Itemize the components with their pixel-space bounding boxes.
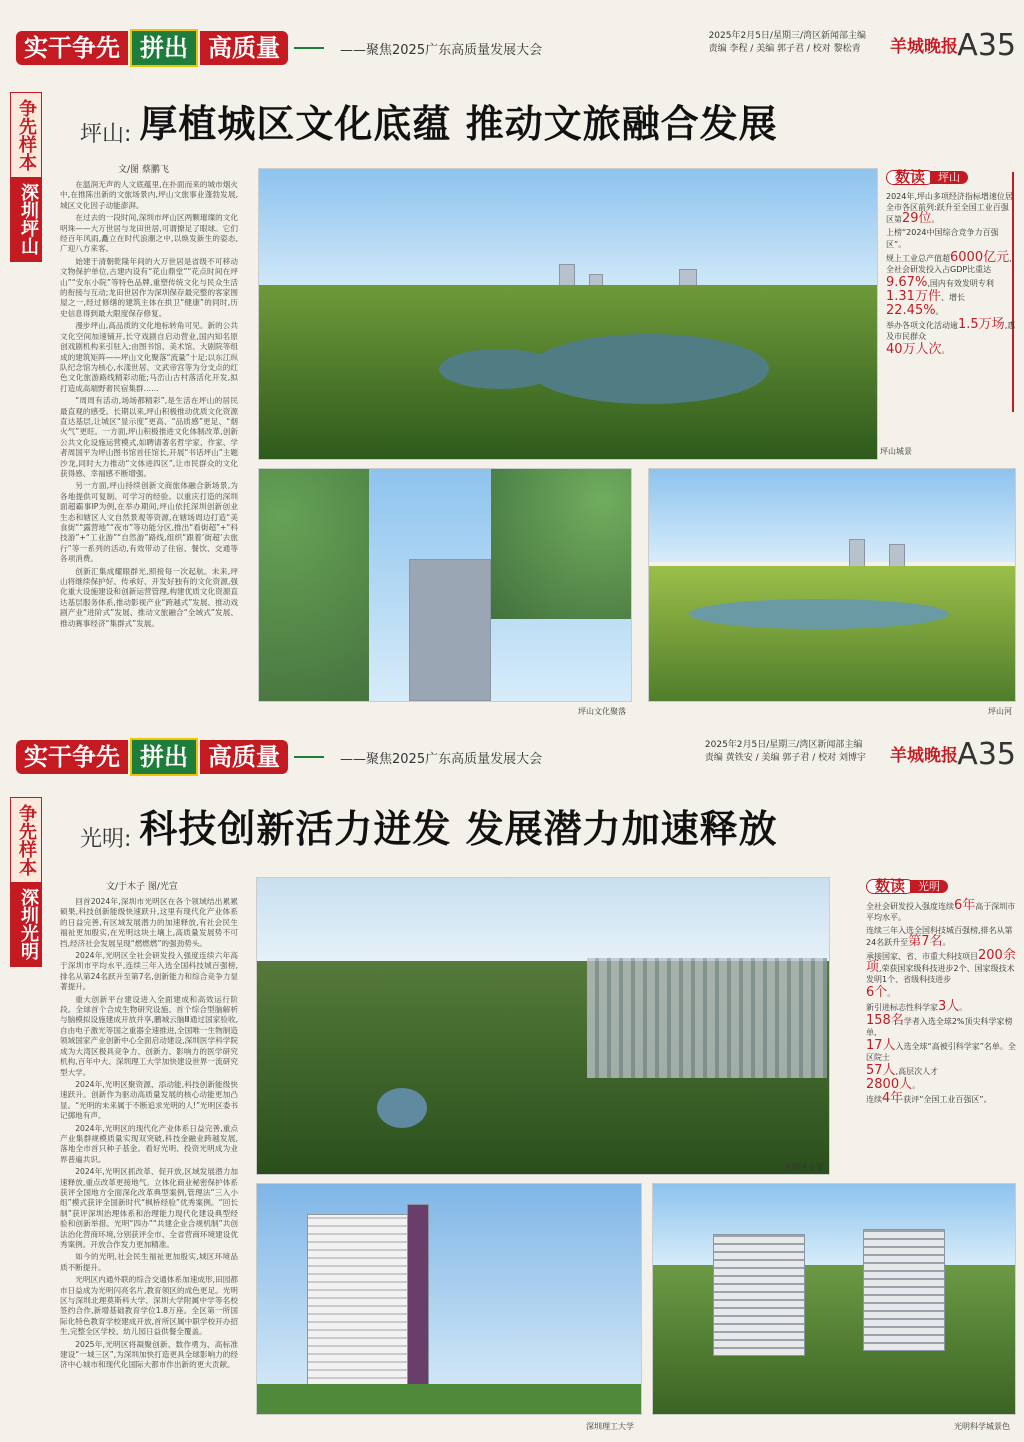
- stat-post: ,全社会研发投入占GDP比重达: [886, 254, 1012, 274]
- page-number: A35: [957, 28, 1016, 63]
- photo-building: [713, 1234, 805, 1356]
- edition-staff: 责编 李程 / 美编 郭子君 / 校对 黎松青: [708, 44, 861, 54]
- byline: 文/图 蔡鹏飞: [118, 165, 169, 175]
- edition-meta: [709, 30, 866, 56]
- stat-big: 158名: [866, 1013, 904, 1028]
- photo-lake: [439, 349, 559, 389]
- stat-item: [866, 1015, 1016, 1038]
- stat-post: 。: [931, 215, 940, 224]
- stat-big: 6年: [954, 898, 976, 913]
- photo-river: [689, 599, 949, 629]
- stat-item: [886, 252, 1016, 275]
- stat-post: 获评“全国工业百强区”。: [903, 1095, 992, 1104]
- photo-greenery: [653, 1265, 1015, 1415]
- stat-big: 2800人: [866, 1077, 913, 1092]
- stat-big: 6个: [866, 985, 888, 1000]
- photo-pingshan-river: [648, 468, 1016, 702]
- stat-item: [886, 344, 1016, 356]
- paragraph: 另一方面,坪山持续创新文商旅体融合新场景,为各地提供可复制、可学习的经验。以重庆打造的深圳面超霸事IP为例,在举办期间,坪山依托深圳创新创业生态和辖区人文自然景观等资源,在辖场周边打造“美食街”“露营地”“夜市”等功能分区,推出“看街超”+“科技游”+“工业游”“自然游”路线,组织“跟着‘街超’去旅行”等一系列的活动,有效带动了住宿、餐饮、交通等各项消费。: [60, 481, 238, 564]
- paragraph: 光明区内通外联的综合交通体系加速成形,田园都市日益成为光明闪亮名片,教育领区的成色更足。光明区与深圳北理莫斯科大学、深圳大学附属中学等名校签约合作,新增基础教育学位1.8万座。全区第一所国际化特色教育学校建成开放,首所区属中职学校开办招生,完整全区学校、幼儿园日益供餐全覆盖。: [60, 1275, 238, 1337]
- series-label-2: 拼出: [130, 738, 198, 776]
- photo-building: [863, 1229, 945, 1351]
- photo-grassland: [649, 566, 1015, 702]
- edition-date: 2025年2月5日/星期三/湾区新闻部主编: [704, 740, 863, 750]
- paragraph: 2024年,光明区抓改革、促开放,区域发展潜力加速释放,重点改革更接地气。立体化商业秘密保护体系获评全国地方全面深化改革典型案例,管理法“三入小组”模式获评全国新时代“枫桥经验”优秀案例。“回长制”获评深圳治理体系和治理能力现代化建设典型经验和创新举措。光明“四办”“共建企业合规机制”共创法治化营商环境,分别获评全市、全省营商环境建设优秀案例。开放合作发力更加精准。: [60, 1167, 238, 1249]
- stat-big: 22.45%: [886, 303, 936, 318]
- stat-big: 3人: [938, 999, 960, 1014]
- photo-caption: 光明区全景: [784, 1163, 824, 1172]
- stats-header: [886, 170, 1016, 185]
- stat-item: [886, 191, 1016, 225]
- stat-item: [886, 277, 1016, 289]
- photo-city-district: [587, 958, 827, 1078]
- series-label-1: 实干争先: [16, 740, 128, 774]
- stats-title: 数读: [886, 170, 934, 185]
- paragraph: 创新汇集成耀眼群光,照接每一次起航。未来,坪山将继续保护好、传承好、开发好独有的文化资源,强化重大设施建设和创新运营管理,构建优质文化资源直达基层服务体系,推动影视产业“跨越式”发展、推动戏剧产业“进阶式”发展、推动文旅融合“全域式”发展、推动赛事经济“集群式”发展。: [60, 566, 238, 628]
- photo-lake: [377, 1088, 427, 1128]
- paragraph: 如今的光明,社会民生福祉更加殷实,城区环境品质不断提升。: [60, 1252, 238, 1272]
- divider-line: [294, 47, 324, 49]
- paragraph: 2024年,光明区聚资源、添动能,科技创新能级快速跃升。创新作为驱动高质量发展的核心动能更加凸显。“光明的未来属于不断追求光明的人!”光明区委书记掷地有声。: [60, 1079, 238, 1121]
- photo-caption: 深圳理工大学: [586, 1422, 634, 1431]
- photo-caption: 光明科学城景色: [954, 1422, 1010, 1431]
- divider-line: [294, 756, 324, 758]
- stat-post: ,荣获国家级科技进步2个、国家级技术发明1个、省级科技进步: [866, 964, 1015, 984]
- edition-staff: 责编 黄铁安 / 美编 郭子君 / 校对 刘博宇: [704, 753, 866, 763]
- stats-list: [886, 191, 1016, 356]
- series-label-3: 高质量: [200, 740, 288, 774]
- photo-tree: [491, 469, 631, 619]
- side-label: [10, 92, 42, 262]
- byline: 文/于木子 图/光宣: [106, 882, 178, 892]
- stats-title: 数读: [866, 879, 914, 894]
- stat-post: 。: [942, 938, 951, 947]
- side-label: [10, 797, 42, 967]
- stat-pre: 2024年,坪山多项经济指标增速位居全市各区前列:跃升至全国工业百强区第: [886, 192, 1013, 224]
- stats-place: 光明: [910, 880, 948, 893]
- paragraph: 在过去的一段时间,深圳市坪山区两颗璀璨的文化明珠——大万世居与龙田世居,可谓撩足了眼球。它们经百年风雨,矗立在时代浪潮之中,以焕发新生的姿态,广迎八方来客。: [60, 213, 238, 254]
- side-label-top: 争先样本: [16, 804, 37, 876]
- photo-lawn: [257, 1384, 641, 1414]
- stats-list: [866, 900, 1016, 1105]
- stat-item: [886, 227, 1016, 250]
- photo-building: [409, 559, 491, 701]
- headline-place: 光明:: [80, 827, 132, 852]
- stat-item: [886, 291, 1016, 303]
- photo-guangming-panorama: [256, 877, 830, 1175]
- series-tag: [16, 737, 542, 777]
- stat-pre: 举办各项文化活动逾: [886, 321, 958, 330]
- stat-pre: 新引进标志性科学家: [866, 1003, 938, 1012]
- stat-big: 4年: [882, 1091, 904, 1106]
- stat-post: 。: [887, 989, 896, 998]
- stat-pre: 上榜“2024中国综合竞争力百强区”。: [886, 228, 999, 249]
- stat-big: 200余项: [866, 948, 1016, 975]
- side-label-bottom: 深圳坪山: [11, 177, 41, 261]
- stat-item: [866, 1001, 1016, 1013]
- headline-place: 坪山:: [80, 122, 132, 147]
- paragraph: 2024年,光明区的现代化产业体系日益完善,重点产业集群规模质量实现双突破,科技金融业跨越发展,落地全市首只种子基金。看好光明、投资光明成为业界普遍共识。: [60, 1123, 238, 1164]
- paragraph: 漫步坪山,高品质的文化地标转角可见。新的公共文化空间加速铺开,长守戏剧自启动营业,国内知名原创戏剧机构来引驻入;由图书馆、美术馆、大剧院等组成的建筑矩阵——坪山文化聚落“流量”十足;以东江纵队纪念馆为核心,水漾世居、文武帝宫等为分支点的红色文化旅游路线精彩动能;马峦山古村落活化开发,拟打造成高端野奢民宿集群……: [60, 321, 238, 393]
- stat-post: ,高层次人才: [895, 1067, 939, 1076]
- newspaper-brand: 羊城晚报: [890, 746, 958, 766]
- stat-item: [866, 950, 1016, 985]
- photo-caption: 坪山文化聚落: [578, 707, 626, 716]
- stat-pre: 连续: [866, 1095, 882, 1104]
- stat-pre: 连续三年入选全国科技城百强榜,排名从第24名跃升至: [866, 926, 1013, 947]
- series-tag: [16, 28, 542, 68]
- stat-pre: 规上工业总产值超: [886, 254, 950, 263]
- series-label-3: 高质量: [200, 31, 288, 65]
- headline: [80, 793, 778, 853]
- stat-post: 。: [959, 1003, 968, 1012]
- series-label-2: 拼出: [130, 29, 198, 67]
- photo-sky: [649, 469, 1015, 562]
- stat-big: 40万人次: [886, 342, 942, 357]
- stat-post: ,惠及市民群众: [886, 321, 1016, 341]
- newspaper-page-guangming: [0, 721, 1024, 1442]
- stat-post: 。: [935, 307, 944, 316]
- photo-building: [307, 1214, 409, 1386]
- edition-meta: [705, 739, 866, 765]
- stats-box: [866, 879, 1016, 1107]
- series-subtitle: ——聚焦2025广东高质量发展大会: [340, 42, 543, 58]
- stat-post: 高于深圳市平均水平。: [866, 902, 1016, 922]
- headline-text: 厚植城区文化底蕴 推动文旅融合发展: [139, 102, 778, 146]
- series-subtitle: ——聚焦2025广东高质量发展大会: [340, 751, 543, 767]
- series-label-1: 实干争先: [16, 31, 128, 65]
- stat-big: 第7名: [908, 934, 943, 949]
- stat-post: 、增长: [940, 293, 965, 302]
- stats-header: [866, 879, 1016, 894]
- stat-item: [866, 987, 1016, 999]
- stat-item: [886, 319, 1016, 342]
- paragraph: 回首2024年,深圳市光明区在各个领域结出累累硕果,科技创新能级快速跃升,这里有现代化产业体系的日益完善,有区域发展潜力的加速释放,有社会民生福祉更加殷实,在光明这块土壤上,高质量发展势不可挡,经济社会发展呈现“燃燃燃”的强劲势头。: [60, 897, 238, 948]
- photo-building: [407, 1204, 429, 1386]
- stats-place: 坪山: [930, 171, 968, 184]
- stat-item: [866, 1065, 1016, 1077]
- headline-text: 科技创新活力迸发 发展潜力加速释放: [139, 807, 778, 851]
- article-body: [60, 897, 238, 1433]
- side-label-bottom: 深圳光明: [11, 882, 41, 966]
- masthead-bar: [8, 737, 1016, 781]
- stat-post: 。: [941, 346, 950, 355]
- stat-big: 6000亿元: [950, 250, 1010, 265]
- stat-post: 入选全球“高被引科学家”名单。全区院士: [866, 1042, 1016, 1062]
- stat-item: [866, 900, 1016, 923]
- paragraph: 重大创新平台建设进入全面建成和高效运行阶段。全球首个合成生物研究设施、首个综合型脑解析与脑模拟设施建成开放并享,鹏城云脑Ⅲ通过国家验收,自由电子激光等国之重器全速推进,全国唯一生物制造领域国家产业创新中心全面启动建设,深圳医学科学院成为大湾区极具竞争力、创新力、影响力的医学研究机构,百年中大、深圳理工大学加快建设世界一流研究型大学。: [60, 994, 238, 1077]
- photo-tree: [259, 469, 369, 701]
- stat-big: 1.31万件: [886, 289, 941, 304]
- headline: [80, 88, 778, 148]
- photo-lake: [529, 334, 769, 404]
- photo-caption: 坪山河: [988, 707, 1012, 716]
- paragraph: “周周有活动,场场都精彩”,是生活在坪山的居民最直观的感受。长期以来,坪山积极推动优质文化资源直达基层,让城区“显示度”更高、“品质感”更足、“烟火气”更旺。一方面,坪山积极推进文化体制改革,创新公共文化设施运营模式,如聘请著名哲学家、作家、学者周国平为坪山图书馆首任馆长,开展“书话坪山”主题沙龙,同时大力推动“文体进四区”,让市民群众的文化获得感、幸福感不断增强。: [60, 396, 238, 478]
- stat-pre: 全社会研发投入强度连续: [866, 902, 954, 911]
- photo-sky: [653, 1184, 1015, 1265]
- photo-caption: 坪山城景: [880, 447, 912, 456]
- page-number: A35: [957, 737, 1016, 772]
- stat-big: 29位: [902, 211, 932, 226]
- photo-pingshan-cityscape: [258, 168, 878, 460]
- stat-big: 17人: [866, 1038, 896, 1053]
- edition-date: 2025年2月5日/星期三/湾区新闻部主编: [708, 31, 866, 41]
- stat-item: [866, 1093, 1016, 1105]
- paragraph: 2024年,光明区全社会研发投入强度连续六年高于深圳市平均水平,连续三年入选全国科技城百强榜,排名从第24名跃升至第7名,创新能力和综合竞争力显著提升。: [60, 951, 238, 992]
- stat-post: 。: [912, 1081, 921, 1090]
- photo-shenzhen-tech-university: [256, 1183, 642, 1415]
- paragraph: 始建于清朝乾隆年间的大万世居是省级不可移动文物保护单位,古建内设有“花山鼎堂”“花点时间在坪山”“安东小院”等特色品牌,重塑传统文化与民众生活的衔接与互动;龙田世居作为深圳保存最完整的客家围屋之一,经过修缮的建筑主体在拱卫“健康”的同时,历史信息得到最大限度保存修复。: [60, 256, 238, 318]
- stat-item: [866, 1040, 1016, 1063]
- side-label-top: 争先样本: [16, 99, 37, 171]
- stat-post: ,国内有效发明专利: [927, 279, 994, 288]
- paragraph: 在温润无声的人文底蕴里,在扑面而来的城市烟火中,在推陈出新的文旅场景内,坪山文旅事业蓬勃发展,城区文化因子动能澎湃。: [60, 180, 238, 210]
- stat-item: [866, 1079, 1016, 1091]
- stat-big: 1.5万场: [958, 317, 1005, 332]
- photo-culture-cluster: [258, 468, 632, 702]
- article-body: [60, 180, 238, 710]
- newspaper-brand: 羊城晚报: [890, 37, 958, 57]
- photo-guangming-science-city: [652, 1183, 1016, 1415]
- stat-pre: 承接国家、省、市重大科技项目: [866, 952, 978, 961]
- stat-big: 9.67%: [886, 275, 928, 290]
- stats-box: [886, 170, 1016, 358]
- paragraph: 2025年,光明区将凝聚创新、数作勇为、高标准建设“一城三区”,为深圳加快打造更具全球影响力的经济中心城市和现代化国际大都市作出新的更大贡献。: [60, 1339, 238, 1370]
- masthead-bar: [8, 28, 1016, 72]
- photo-sky: [257, 878, 829, 967]
- stat-big: 57人: [866, 1063, 896, 1078]
- stat-post: 学者入选全球2%顶尖科学家榜单,: [866, 1017, 1013, 1037]
- stat-item: [886, 305, 1016, 317]
- stat-item: [866, 925, 1016, 948]
